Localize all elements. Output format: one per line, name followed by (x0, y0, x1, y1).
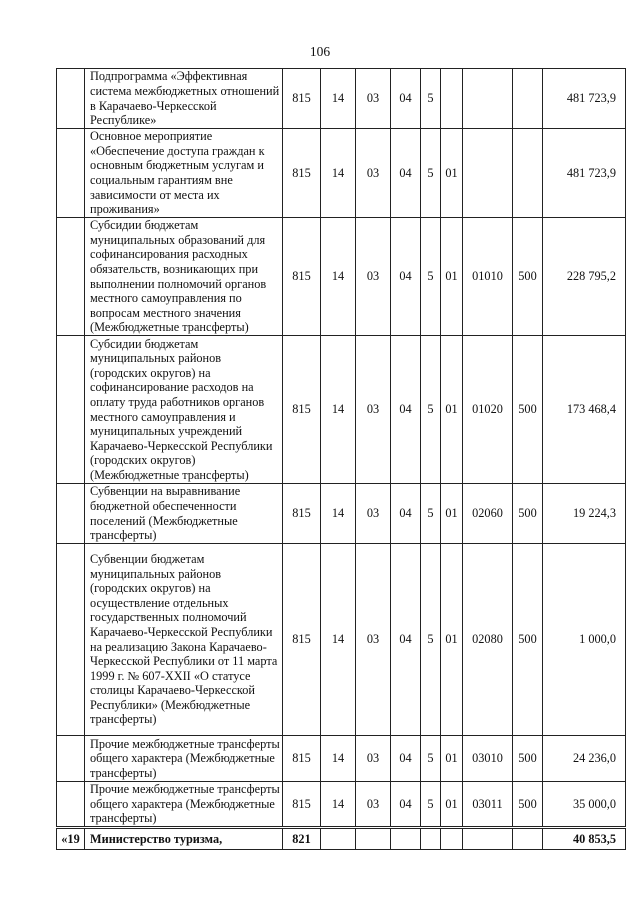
administrator-code-cell: 815 (283, 218, 321, 336)
program-code-cell: 04 (391, 336, 421, 484)
expense-type-cell: 500 (513, 736, 543, 782)
subprogram-code-cell: 5 (421, 782, 441, 828)
expense-type-cell: 500 (513, 336, 543, 484)
program-code-cell: 04 (391, 736, 421, 782)
program-code-cell: 04 (391, 484, 421, 544)
event-code-cell (441, 828, 463, 850)
direction-code-cell: 03010 (463, 736, 513, 782)
administrator-code-cell: 815 (283, 782, 321, 828)
subprogram-code-cell: 5 (421, 69, 441, 129)
subsection-code-cell: 03 (356, 129, 391, 218)
row-number-cell (57, 336, 85, 484)
section-code-cell: 14 (321, 736, 356, 782)
description-cell: Подпрограмма «Эффективная система межбюджетных отношений в Карачаево-Черкесской Республике» (85, 69, 283, 129)
subprogram-code-cell: 5 (421, 336, 441, 484)
table-row (57, 828, 626, 850)
subprogram-code-cell: 5 (421, 736, 441, 782)
section-code-cell (321, 828, 356, 850)
event-code-cell: 01 (441, 736, 463, 782)
page-number: 106 (309, 44, 331, 59)
subprogram-code-cell: 5 (421, 544, 441, 736)
event-code-cell: 01 (441, 544, 463, 736)
amount-cell: 19 224,3 (543, 484, 626, 544)
row-number-cell (57, 782, 85, 828)
row-number-cell (57, 218, 85, 336)
amount-cell: 40 853,5 (543, 828, 626, 850)
administrator-code-cell: 815 (283, 484, 321, 544)
section-code-cell: 14 (321, 336, 356, 484)
expense-type-cell: 500 (513, 544, 543, 736)
table-row (57, 69, 626, 129)
event-code-cell: 01 (441, 336, 463, 484)
row-number-cell (57, 484, 85, 544)
row-number-cell (57, 129, 85, 218)
description-cell: Субвенции на выравнивание бюджетной обеспеченности поселений (Межбюджетные трансферты) (85, 484, 283, 544)
expense-type-cell (513, 828, 543, 850)
description-cell: Министерство туризма, (85, 828, 283, 850)
direction-code-cell (463, 828, 513, 850)
subsection-code-cell: 03 (356, 782, 391, 828)
direction-code-cell: 02080 (463, 544, 513, 736)
expense-type-cell (513, 69, 543, 129)
direction-code-cell: 01020 (463, 336, 513, 484)
program-code-cell (391, 828, 421, 850)
program-code-cell: 04 (391, 218, 421, 336)
amount-cell: 24 236,0 (543, 736, 626, 782)
subprogram-code-cell: 5 (421, 484, 441, 544)
subsection-code-cell: 03 (356, 336, 391, 484)
direction-code-cell: 01010 (463, 218, 513, 336)
section-code-cell: 14 (321, 129, 356, 218)
table-row (57, 736, 626, 782)
section-code-cell: 14 (321, 544, 356, 736)
event-code-cell: 01 (441, 218, 463, 336)
subprogram-code-cell: 5 (421, 218, 441, 336)
table-row (57, 782, 626, 828)
section-code-cell: 14 (321, 782, 356, 828)
direction-code-cell: 03011 (463, 782, 513, 828)
amount-cell: 173 468,4 (543, 336, 626, 484)
table-row (57, 544, 626, 736)
row-number-cell: «19 (57, 828, 85, 850)
program-code-cell: 04 (391, 544, 421, 736)
subsection-code-cell (356, 828, 391, 850)
section-code-cell: 14 (321, 69, 356, 129)
direction-code-cell (463, 69, 513, 129)
expense-type-cell: 500 (513, 484, 543, 544)
amount-cell: 35 000,0 (543, 782, 626, 828)
description-cell: Субсидии бюджетам муниципальных районов (городских округов) на софинансирование расходов на оплату труда работников органов местного самоуправления и муниципальных учреждений Карачаево-Черкесской Республики (городских округов) (Межбюджетные трансферты) (85, 336, 283, 484)
event-code-cell (441, 69, 463, 129)
amount-cell: 1 000,0 (543, 544, 626, 736)
table-row (57, 218, 626, 336)
subsection-code-cell: 03 (356, 484, 391, 544)
event-code-cell: 01 (441, 484, 463, 544)
administrator-code-cell: 815 (283, 336, 321, 484)
description-cell: Субсидии бюджетам муниципальных образований для софинансирования расходных обязательств, возникающих при выполнении полномочий органов местного самоуправления по вопросам местного значения (Межбюджетные трансферты) (85, 218, 283, 336)
description-cell: Основное мероприятие «Обеспечение доступа граждан к основным бюджетным услугам и социальным гарантиям вне зависимости от места их проживания» (85, 129, 283, 218)
direction-code-cell (463, 129, 513, 218)
amount-cell: 481 723,9 (543, 69, 626, 129)
program-code-cell: 04 (391, 69, 421, 129)
expense-type-cell: 500 (513, 218, 543, 336)
administrator-code-cell: 815 (283, 129, 321, 218)
table-row (57, 336, 626, 484)
subsection-code-cell: 03 (356, 736, 391, 782)
subprogram-code-cell (421, 828, 441, 850)
subprogram-code-cell: 5 (421, 129, 441, 218)
amount-cell: 228 795,2 (543, 218, 626, 336)
description-cell: Прочие межбюджетные трансферты общего характера (Межбюджетные трансферты) (85, 736, 283, 782)
subsection-code-cell: 03 (356, 544, 391, 736)
row-number-cell (57, 69, 85, 129)
administrator-code-cell: 815 (283, 544, 321, 736)
subsection-code-cell: 03 (356, 69, 391, 129)
section-code-cell: 14 (321, 484, 356, 544)
table-row (57, 484, 626, 544)
expense-type-cell: 500 (513, 782, 543, 828)
subsection-code-cell: 03 (356, 218, 391, 336)
administrator-code-cell: 815 (283, 69, 321, 129)
expense-type-cell (513, 129, 543, 218)
section-code-cell: 14 (321, 218, 356, 336)
description-cell: Субвенции бюджетам муниципальных районов (городских округов) на осуществление отдельных государственных полномочий Карачаево-Черкесской Республики на реализацию Закона Карачаево-Черкесской Республики от 11 марта 1999 г. № 607-XXII «О статусе столицы Карачаево-Черкесской Республики» (Межбюджетные трансферты) (85, 544, 283, 736)
direction-code-cell: 02060 (463, 484, 513, 544)
row-number-cell (57, 544, 85, 736)
administrator-code-cell: 821 (283, 828, 321, 850)
event-code-cell: 01 (441, 129, 463, 218)
table-row (57, 129, 626, 218)
description-cell: Прочие межбюджетные трансферты общего характера (Межбюджетные трансферты) (85, 782, 283, 828)
program-code-cell: 04 (391, 782, 421, 828)
administrator-code-cell: 815 (283, 736, 321, 782)
amount-cell: 481 723,9 (543, 129, 626, 218)
budget-table (56, 68, 626, 850)
event-code-cell: 01 (441, 782, 463, 828)
row-number-cell (57, 736, 85, 782)
program-code-cell: 04 (391, 129, 421, 218)
